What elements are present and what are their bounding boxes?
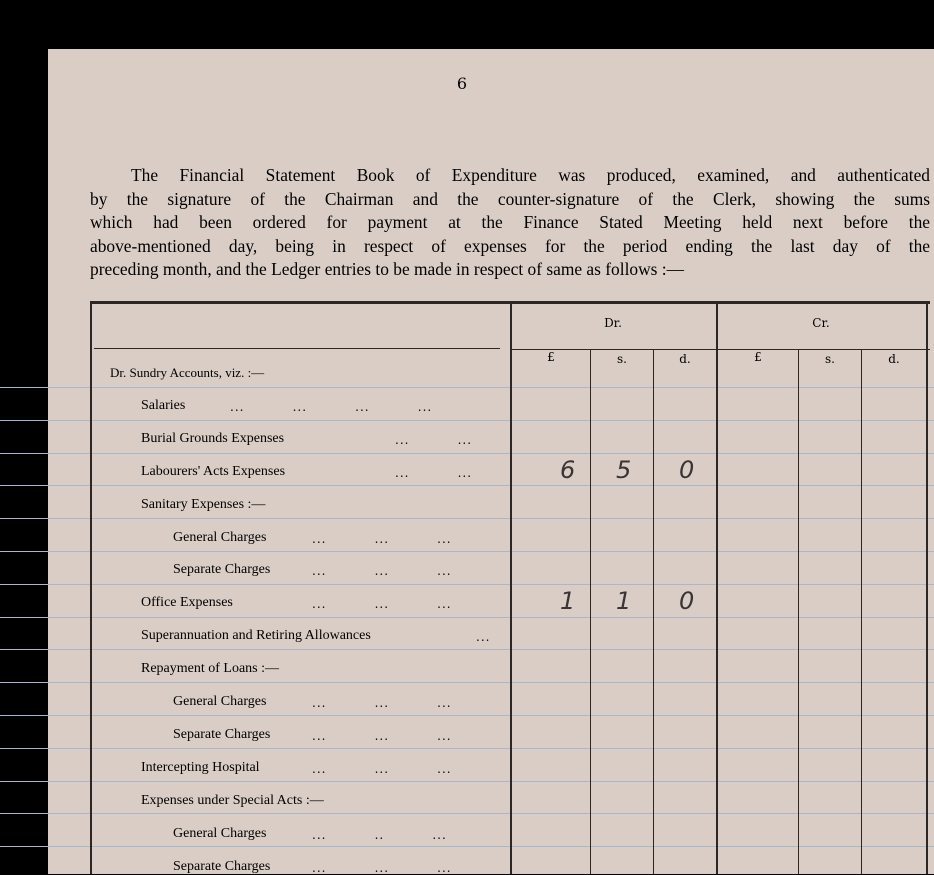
ruled-line: [0, 617, 934, 618]
handwritten-pounds: 1: [560, 587, 576, 616]
dr-pounds-heading: £: [547, 350, 555, 364]
ruled-line: [0, 485, 934, 486]
handwritten-pence: 0: [679, 455, 695, 484]
paragraph-line: above-mentioned day, being in respect of expenses for the period ending the last day of the: [90, 235, 930, 256]
cr-pence-heading: d.: [888, 352, 900, 366]
paragraph-line: which had been ordered for payment at the Finance Stated Meeting held next before the: [90, 212, 930, 233]
ruled-line: [0, 682, 934, 683]
dr-col-divider: [590, 350, 591, 874]
cr-col-divider: [798, 350, 799, 874]
ruled-line: [0, 715, 934, 716]
leader-dots: ... ...: [395, 432, 473, 447]
cr-left-border: [716, 301, 718, 874]
row-label: Intercepting Hospital: [141, 759, 260, 775]
leader-dots: ... ... ...: [312, 564, 452, 579]
row-label: Dr. Sundry Accounts, viz. :—: [110, 365, 265, 380]
dr-shillings-heading: s.: [617, 352, 627, 366]
row-label: Expenses under Special Acts :—: [141, 792, 324, 808]
ruled-line: [0, 551, 934, 552]
paragraph-line: The Financial Statement Book of Expenditure was produced, examined, and authenticated: [131, 165, 930, 185]
row-label: Superannuation and Retiring Allowances: [141, 628, 371, 644]
leader-dots: ... ...: [395, 465, 473, 480]
leader-dots: ... ... ...: [312, 860, 452, 875]
intro-paragraph: [90, 164, 930, 282]
row-label: General Charges: [173, 529, 267, 545]
leader-dots: ... ... ... ...: [230, 399, 433, 414]
table-right-border: [926, 301, 928, 874]
ruled-line: [0, 781, 934, 782]
row-label: Labourers' Acts Expenses: [141, 463, 286, 479]
row-label: Separate Charges: [173, 726, 271, 742]
cr-heading: Cr.: [812, 316, 830, 330]
ruled-line: [0, 748, 934, 749]
handwritten-shillings: 1: [616, 587, 632, 616]
leader-dots: ... ... ...: [312, 696, 452, 710]
handwritten-pounds: 6: [560, 455, 576, 484]
leader-dots: ... .. ...: [312, 827, 447, 842]
leader-dots: ... ... ...: [312, 531, 452, 546]
money-header-divider: [510, 349, 930, 350]
dr-heading: Dr.: [604, 316, 622, 330]
paragraph-line: preceding month, and the Ledger entries to be made in respect of same as follows :—: [90, 259, 684, 280]
ruled-line: [0, 584, 934, 585]
dr-col-divider: [653, 350, 654, 874]
row-label: Separate Charges: [173, 858, 271, 874]
row-label: Repayment of Loans :—: [141, 661, 280, 677]
page-number: 6: [456, 74, 468, 93]
cr-col-divider: [861, 350, 862, 874]
handwritten-pence: 0: [679, 587, 695, 616]
ruled-line: [0, 387, 934, 388]
row-label: Office Expenses: [141, 595, 233, 611]
leader-dots: ... ... ...: [312, 597, 452, 612]
handwritten-shillings: 5: [616, 455, 632, 484]
row-label: Salaries: [141, 397, 186, 413]
ruled-line: [0, 453, 934, 454]
leader-dots: ...: [476, 630, 491, 645]
row-label: Sanitary Expenses :—: [141, 496, 266, 512]
leader-dots: ... ... ...: [312, 728, 452, 743]
row-label: Burial Grounds Expenses: [141, 430, 285, 446]
paragraph-line: by the signature of the Chairman and the counter-signature of the Clerk, showing the sums: [90, 188, 930, 209]
row-label: General Charges: [173, 694, 267, 709]
ruled-line: [0, 813, 934, 814]
dr-left-border: [510, 301, 512, 874]
label-header-divider: [94, 348, 500, 349]
ruled-line: [0, 518, 934, 519]
leader-dots: ... ... ...: [312, 761, 452, 776]
cr-pounds-heading: £: [754, 350, 762, 364]
row-label: General Charges: [173, 825, 267, 841]
ruled-line: [0, 649, 934, 650]
table-left-border: [90, 301, 92, 874]
cr-shillings-heading: s.: [825, 352, 835, 366]
ruled-line: [0, 420, 934, 421]
ruled-line: [0, 846, 934, 847]
dr-pence-heading: d.: [679, 352, 691, 366]
row-label: Separate Charges: [173, 562, 271, 578]
